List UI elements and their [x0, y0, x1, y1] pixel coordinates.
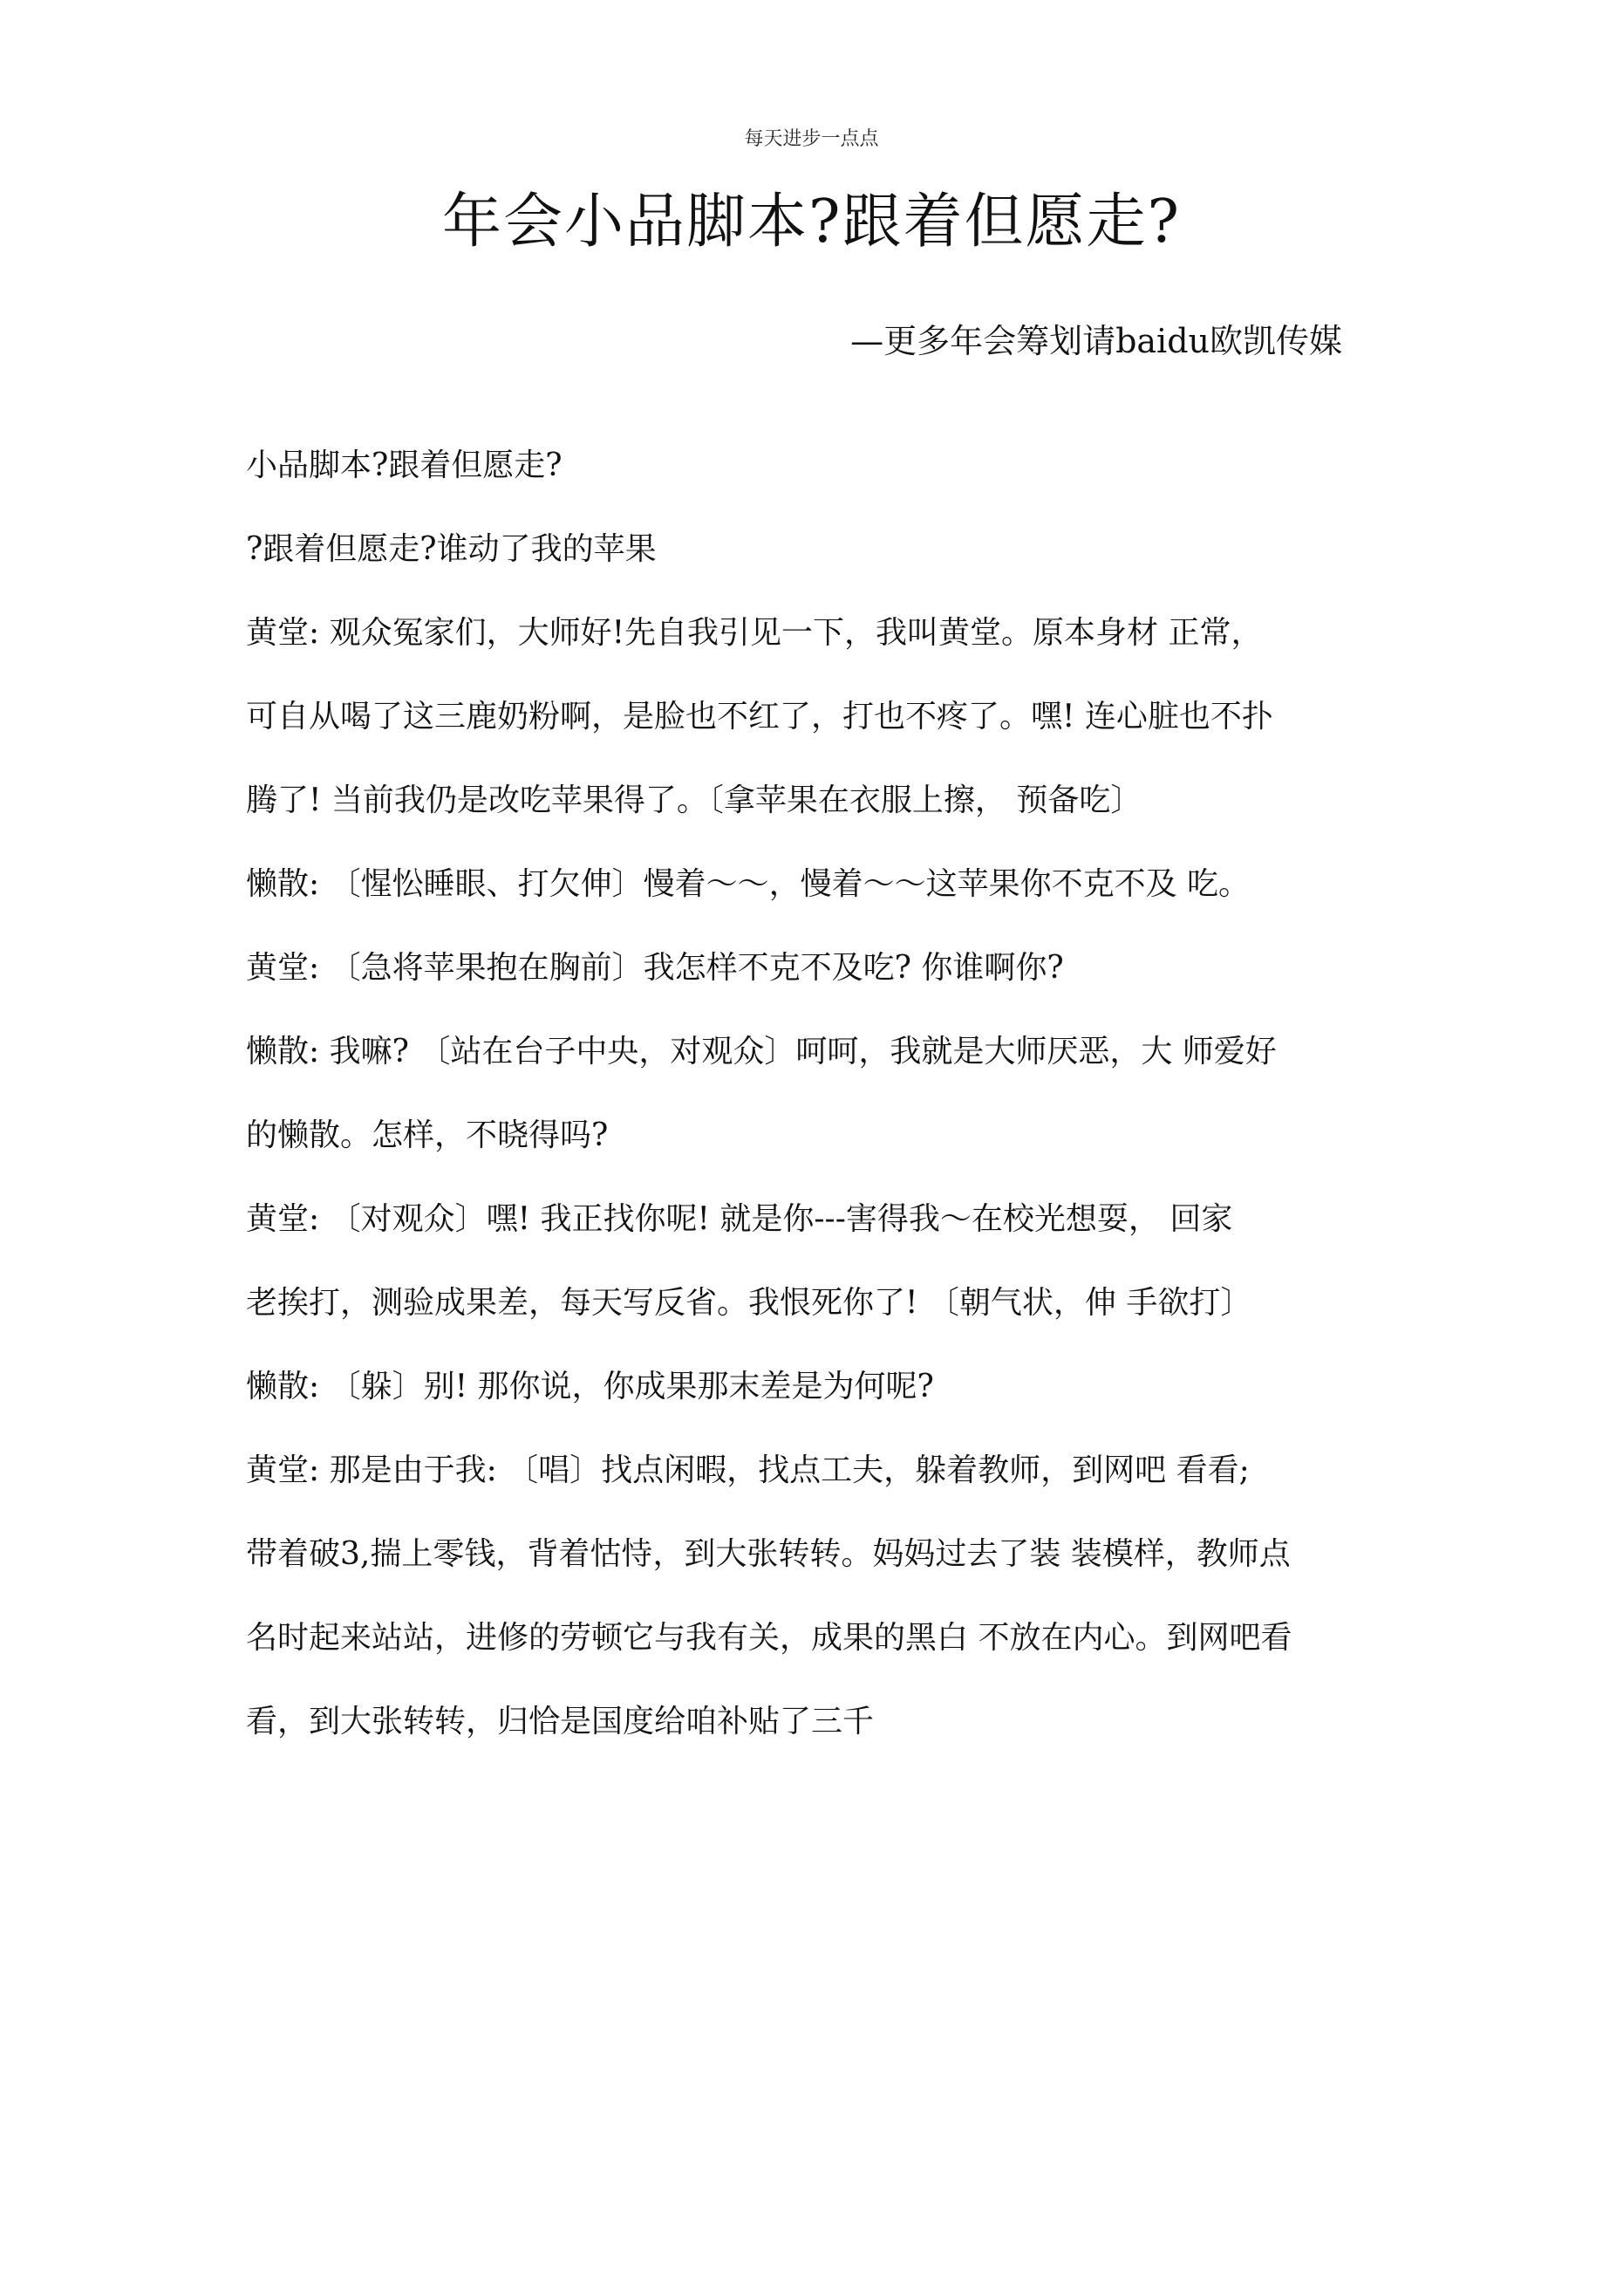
- body-line: 可自从喝了这三鹿奶粉啊，是脸也不红了，打也不疼了。嘿! 连心脏也不扑: [246, 699, 1273, 735]
- body-line: 懒散: 我嘛? 〔站在台子中央，对观众〕呵呵，我就是大师厌恶，大 师爱好: [246, 1034, 1277, 1069]
- body-line: 黄堂: 〔急将苹果抱在胸前〕我怎样不克不及吃? 你谁啊你?: [246, 950, 1064, 986]
- body-line: 看，到大张转转，归恰是国度给咱补贴了三千: [246, 1704, 875, 1739]
- body-line: 黄堂: 那是由于我: 〔唱〕找点闲暇，找点工夫，躲着教师，到网吧 看看;: [246, 1452, 1250, 1488]
- body-line: 小品脚本?跟着但愿走?: [246, 448, 563, 483]
- body-line: 懒散: 〔惺忪睡眼、打欠伸〕慢着〜〜，慢着〜〜这苹果你不克不及 吃。: [246, 866, 1251, 902]
- body-line: 名时起来站站，进修的劳顿它与我有关，成果的黑白 不放在内心。到网吧看: [246, 1620, 1292, 1656]
- byline: —更多年会筹划请baidu欧凯传媒: [850, 322, 1342, 360]
- body-line: 的懒散。怎样，不晓得吗?: [246, 1117, 609, 1153]
- body-line: 老挨打，测验成果差，每天写反省。我恨死你了! 〔朝气状，伸 手欲打〕: [246, 1285, 1252, 1321]
- body-line: 腾了! 当前我仍是改吃苹果得了。〔拿苹果在衣服上擦， 预备吃〕: [246, 782, 1142, 818]
- body-line: 懒散: 〔躲〕别! 那你说，你成果那末差是为何呢?: [246, 1369, 934, 1404]
- body-line: ?跟着但愿走?谁动了我的苹果: [246, 531, 657, 567]
- body-line: 黄堂: 〔对观众〕嘿! 我正找你呢! 就是你---害得我〜在校光想耍， 回家: [246, 1201, 1233, 1237]
- body-line: 黄堂: 观众冤家们，大师好!先自我引见一下，我叫黄堂。原本身材 正常，: [246, 615, 1263, 651]
- script-body: [246, 424, 1397, 1764]
- body-line: 带着破3,揣上零钱，背着怙恃，到大张转转。妈妈过去了装 装模样，教师点: [246, 1536, 1291, 1572]
- page-header-note: 每天进步一点点: [744, 128, 879, 150]
- document-title: 年会小品脚本?跟着但愿走?: [442, 188, 1181, 256]
